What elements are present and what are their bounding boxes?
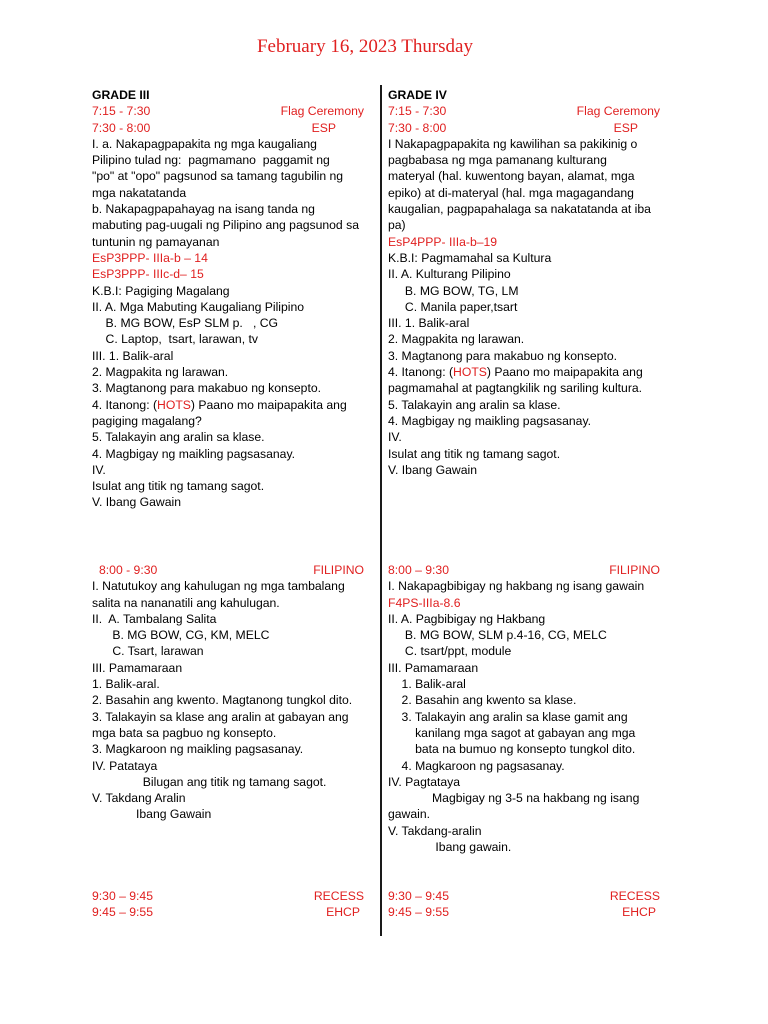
lesson-line: V. Takdang-aralin: [388, 823, 482, 838]
objective-line: materyal (hal. kuwentong bayan, alamat, mga: [388, 169, 635, 184]
time-slot: 7:30 - 8:00: [92, 120, 151, 135]
procedure-line: 4. Magbigay ng maikling pagsasanay.: [388, 413, 592, 428]
lesson-line: I. Natutukoy ang kahulugan ng mga tambalang: [92, 579, 345, 594]
grade4-break-section: [388, 888, 666, 921]
time-slot: 8:00 – 9:30: [388, 563, 449, 577]
lesson-line: bata na bumuo ng konsepto tungkol dito.: [388, 742, 636, 757]
column-divider: [380, 85, 382, 936]
material-line: C. Laptop, tsart, larawan, tv: [92, 332, 258, 347]
subject-label: Flag Ceremony: [576, 104, 660, 119]
lesson-line: Magbigay ng 3-5 na hakbang ng isang: [388, 791, 640, 806]
objective-line: pagbabasa ng mga pamanang kulturang: [388, 153, 607, 168]
lesson-line: II. A. Tambalang Salita: [92, 611, 217, 626]
lesson-line: salita na nananatili ang kahulugan.: [92, 595, 280, 610]
material-line: B. MG BOW, EsP SLM p. , CG: [92, 316, 279, 331]
lesson-line: C. Tsart, larawan: [92, 644, 204, 659]
subject-label: ESP: [613, 120, 638, 135]
lesson-line: 4. Magkaroon ng pagsasanay.: [388, 758, 565, 773]
lesson-line: II. A. Pagbibigay ng Hakbang: [388, 611, 546, 626]
lesson-line: C. tsart/ppt, module: [388, 644, 512, 659]
procedure-line: 5. Talakayin ang aralin sa klase.: [388, 397, 561, 412]
time-slot: 9:45 – 9:55: [92, 905, 153, 920]
subject-label: FILIPINO: [313, 563, 364, 577]
grade3-flag-row: [92, 103, 370, 119]
procedure-line: Isulat ang titik ng tamang sagot.: [92, 479, 265, 494]
ehcp-row: [388, 904, 666, 920]
procedure-line: pagmamahal at pagtangkilik ng sariling kultura.: [388, 381, 643, 396]
grade4-esp-section: [388, 87, 666, 478]
time-slot: 7:15 - 7:30: [92, 104, 151, 119]
objective-line: I Nakapagpapakita ng kawilihan sa pakikinig o: [388, 136, 638, 151]
grade3-heading: GRADE III: [92, 88, 150, 102]
lesson-line: III. Pamamaraan: [92, 660, 183, 675]
material-line: II. A. Mga Mabuting Kaugaliang Pilipino: [92, 299, 305, 314]
time-slot: 9:30 – 9:45: [92, 889, 153, 903]
objective-line: mabuting pag-uugali ng Pilipino ang pagsunod sa: [92, 218, 359, 233]
grade4-esp-row: [388, 120, 666, 136]
competency-code: EsP3PPP- IIIc-d– 15: [92, 267, 204, 282]
objective-line: "po" at "opo" pagsunod sa tamang tagubilin ng: [92, 169, 344, 184]
material-line: B. MG BOW, TG, LM: [388, 283, 519, 298]
hots-label: HOTS: [453, 365, 487, 380]
lesson-line: III. Pamamaraan: [388, 660, 479, 675]
hots-label: HOTS: [157, 397, 191, 412]
material-line: II. A. Kulturang Pilipino: [388, 267, 511, 282]
time-slot: 9:45 – 9:55: [388, 905, 449, 920]
objective-line: pa): [388, 218, 406, 233]
lesson-line: 2. Basahin ang kwento. Magtanong tungkol dito.: [92, 693, 353, 708]
competency-code: EsP3PPP- IIIa-b – 14: [92, 250, 208, 265]
lesson-line: 3. Talakayin ang aralin sa klase gamit ang: [388, 709, 628, 724]
grade4-heading: GRADE IV: [388, 88, 447, 102]
procedure-line: pagiging magalang?: [92, 413, 202, 428]
procedure-line: 3. Magtanong para makabuo ng konsepto.: [92, 381, 322, 396]
procedure-line: 2. Magpakita ng larawan.: [92, 365, 229, 380]
subject-label: RECESS: [313, 889, 364, 903]
time-slot: 7:30 - 8:00: [388, 120, 447, 135]
lesson-line: Ibang Gawain: [92, 807, 212, 822]
lesson-line: IV. Pagtataya: [388, 774, 461, 789]
itanong-suffix: ) Paano mo maipapakita ang: [486, 365, 643, 380]
procedure-line: III. 1. Balik-aral: [92, 348, 174, 363]
itanong-suffix: ) Paano mo maipapakita ang: [190, 397, 347, 412]
lesson-line: B. MG BOW, SLM p.4-16, CG, MELC: [388, 628, 607, 643]
material-line: C. Manila paper,tsart: [388, 299, 518, 314]
itanong-line: [388, 364, 666, 380]
lesson-line: Bilugan ang titik ng tamang sagot.: [92, 774, 327, 789]
grade4-filipino-section: [388, 562, 666, 855]
subject-label: RECESS: [609, 889, 660, 903]
subject-label: ESP: [311, 120, 336, 135]
itanong-prefix: 4. Itanong: (: [92, 397, 158, 412]
competency-code: EsP4PPP- IIIa-b–19: [388, 234, 498, 249]
procedure-line: 5. Talakayin ang aralin sa klase.: [92, 430, 265, 445]
grade3-break-section: [92, 888, 370, 921]
lesson-line: B. MG BOW, CG, KM, MELC: [92, 628, 270, 643]
lesson-date: February 16, 2023 Thursday: [256, 36, 473, 57]
lesson-line: 3. Talakayin sa klase ang aralin at gabayan ang: [92, 709, 349, 724]
procedure-line: IV.: [388, 430, 402, 445]
objective-line: kaugalian, pagpapahalaga sa nakatatanda at iba: [388, 202, 651, 217]
recess-row: [92, 888, 370, 904]
time-slot: 7:15 - 7:30: [388, 104, 447, 119]
recess-row: [388, 888, 666, 904]
kbi-line: K.B.I: Pagiging Magalang: [92, 283, 230, 298]
itanong-prefix: 4. Itanong: (: [388, 365, 454, 380]
grade3-esp-section: [92, 87, 370, 511]
lesson-line: I. Nakapagbibigay ng hakbang ng isang gawain: [388, 579, 645, 594]
lesson-line: IV. Patataya: [92, 758, 158, 773]
competency-code: F4PS-IIIa-8.6: [388, 595, 461, 610]
objective-line: b. Nakapagpapahayag na isang tanda ng: [92, 202, 315, 217]
procedure-line: Isulat ang titik ng tamang sagot.: [388, 446, 561, 461]
kbi-line: K.B.I: Pagmamahal sa Kultura: [388, 250, 552, 265]
itanong-line: [92, 397, 370, 413]
grade3-filipino-section: [92, 562, 370, 823]
objective-line: Pilipino tulad ng: pagmamano paggamit ng: [92, 153, 330, 168]
lesson-line: 1. Balik-aral.: [92, 677, 160, 692]
procedure-line: 3. Magtanong para makabuo ng konsepto.: [388, 348, 618, 363]
procedure-line: III. 1. Balik-aral: [388, 316, 470, 331]
grade4-flag-row: [388, 103, 666, 119]
time-slot: 9:30 – 9:45: [388, 889, 449, 903]
lesson-line: 2. Basahin ang kwento sa klase.: [388, 693, 577, 708]
grade3-esp-row: [92, 120, 370, 136]
lesson-line: 3. Magkaroon ng maikling pagsasanay.: [92, 742, 304, 757]
subject-label: EHCP: [622, 905, 656, 920]
objective-line: mga nakatatanda: [92, 185, 187, 200]
procedure-line: 4. Magbigay ng maikling pagsasanay.: [92, 446, 296, 461]
procedure-line: V. Ibang Gawain: [92, 495, 181, 510]
lesson-line: Ibang gawain.: [388, 840, 512, 855]
subject-label: EHCP: [326, 905, 360, 920]
procedure-line: V. Ibang Gawain: [388, 462, 477, 477]
lesson-line: gawain.: [388, 807, 431, 822]
objective-line: tuntunin ng pamayanan: [92, 234, 220, 249]
procedure-line: IV.: [92, 462, 106, 477]
time-slot: 8:00 - 9:30: [99, 563, 158, 577]
ehcp-row: [92, 904, 370, 920]
objective-line: I. a. Nakapagpapakita ng mga kaugaliang: [92, 136, 317, 151]
lesson-line: kanilang mga sagot at gabayan ang mga: [388, 725, 636, 740]
objective-line: epiko) at di-materyal (hal. mga magagandang: [388, 185, 634, 200]
grade3-filipino-row: [92, 562, 370, 578]
procedure-line: 2. Magpakita ng larawan.: [388, 332, 525, 347]
lesson-line: V. Takdang Aralin: [92, 791, 186, 806]
lesson-line: mga bata sa pagbuo ng konsepto.: [92, 725, 277, 740]
lesson-line: 1. Balik-aral: [388, 677, 466, 692]
grade4-filipino-row: [388, 562, 666, 578]
subject-label: Flag Ceremony: [280, 104, 364, 119]
subject-label: FILIPINO: [609, 563, 660, 577]
